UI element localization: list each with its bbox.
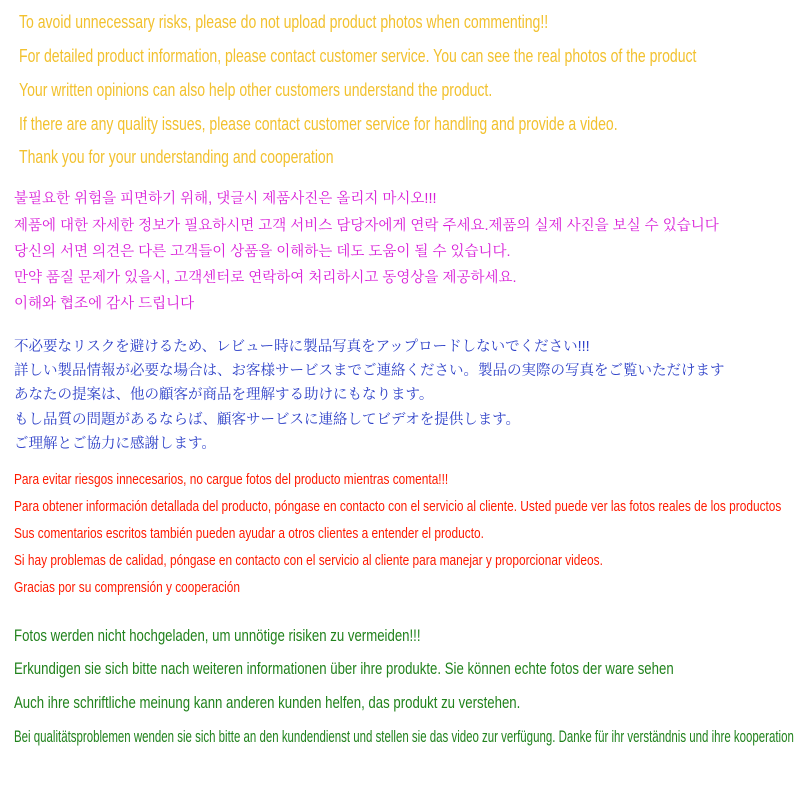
spanish-line-1: Para evitar riesgos innecesarios, no cargue fotos del producto mientras comenta!!! (14, 472, 449, 488)
spanish-line-3: Sus comentarios escritos también pueden ayudar a otros clientes a entender el producto. (14, 526, 484, 542)
german-line-3: Auch ihre schriftliche meinung kann anderen kunden helfen, das produkt zu verstehen. (14, 694, 521, 712)
japanese-line-4: もし品質の問題があるならば、顧客サービスに連絡してビデオを提供します。 (14, 412, 521, 428)
german-line-4: Bei qualitätsproblemen wenden sie sich bitte an den kundendienst und stellen sie das video zur verfügung. Danke für ihr verständnis und ihre kooperation (14, 728, 794, 746)
korean-line-4: 만약 품질 문제가 있을시, 고객센터로 연락하여 처리하시고 동영상을 제공하세요. (14, 270, 517, 286)
english-line-5: Thank you for your understanding and cooperation (19, 147, 334, 167)
english-line-3: Your written opinions can also help other customers understand the product. (19, 80, 493, 100)
korean-line-5: 이해와 협조에 감사 드립니다 (14, 296, 195, 312)
korean-line-3: 당신의 서면 의견은 다른 고객들이 상품을 이해하는 데도 도움이 될 수 있습니다. (14, 244, 511, 260)
japanese-line-1: 不必要なリスクを避けるため、レビュー時に製品写真をアップロードしないでください!!! (14, 339, 590, 355)
german-line-1: Fotos werden nicht hochgeladen, um unnötige risiken zu vermeiden!!! (14, 627, 421, 645)
spanish-line-2: Para obtener información detallada del producto, póngase en contacto con el servicio al cliente. Usted puede ver las fotos reales de los productos (14, 499, 782, 515)
japanese-line-2: 詳しい製品情報が必要な場合は、お客様サービスまでご連絡ください。製品の実際の写真をご覧いただけます (14, 363, 725, 379)
japanese-line-5: ご理解とご協力に感謝します。 (14, 436, 216, 452)
korean-line-2: 제품에 대한 자세한 정보가 필요하시면 고객 서비스 담당자에게 연락 주세요.제품의 실제 사진을 보실 수 있습니다 (14, 218, 719, 234)
english-line-2: For detailed product information, please contact customer service. You can see the real photos of the product (19, 46, 697, 66)
english-line-1: To avoid unnecessary risks, please do not upload product photos when commenting!! (19, 12, 549, 32)
english-line-4: If there are any quality issues, please contact customer service for handling and provide a video. (19, 114, 618, 134)
spanish-line-5: Gracias por su comprensión y cooperación (14, 580, 241, 596)
japanese-line-3: あなたの提案は、他の顧客が商品を理解する助けにもなります。 (14, 387, 434, 403)
spanish-line-4: Si hay problemas de calidad, póngase en contacto con el servicio al cliente para manejar y proporcionar videos. (14, 553, 603, 569)
korean-line-1: 불필요한 위험을 피면하기 위해, 댓글시 제품사진은 올리지 마시오!!! (14, 191, 437, 207)
german-line-2: Erkundigen sie sich bitte nach weiteren informationen über ihre produkte. Sie können echte fotos der ware sehen (14, 660, 674, 678)
